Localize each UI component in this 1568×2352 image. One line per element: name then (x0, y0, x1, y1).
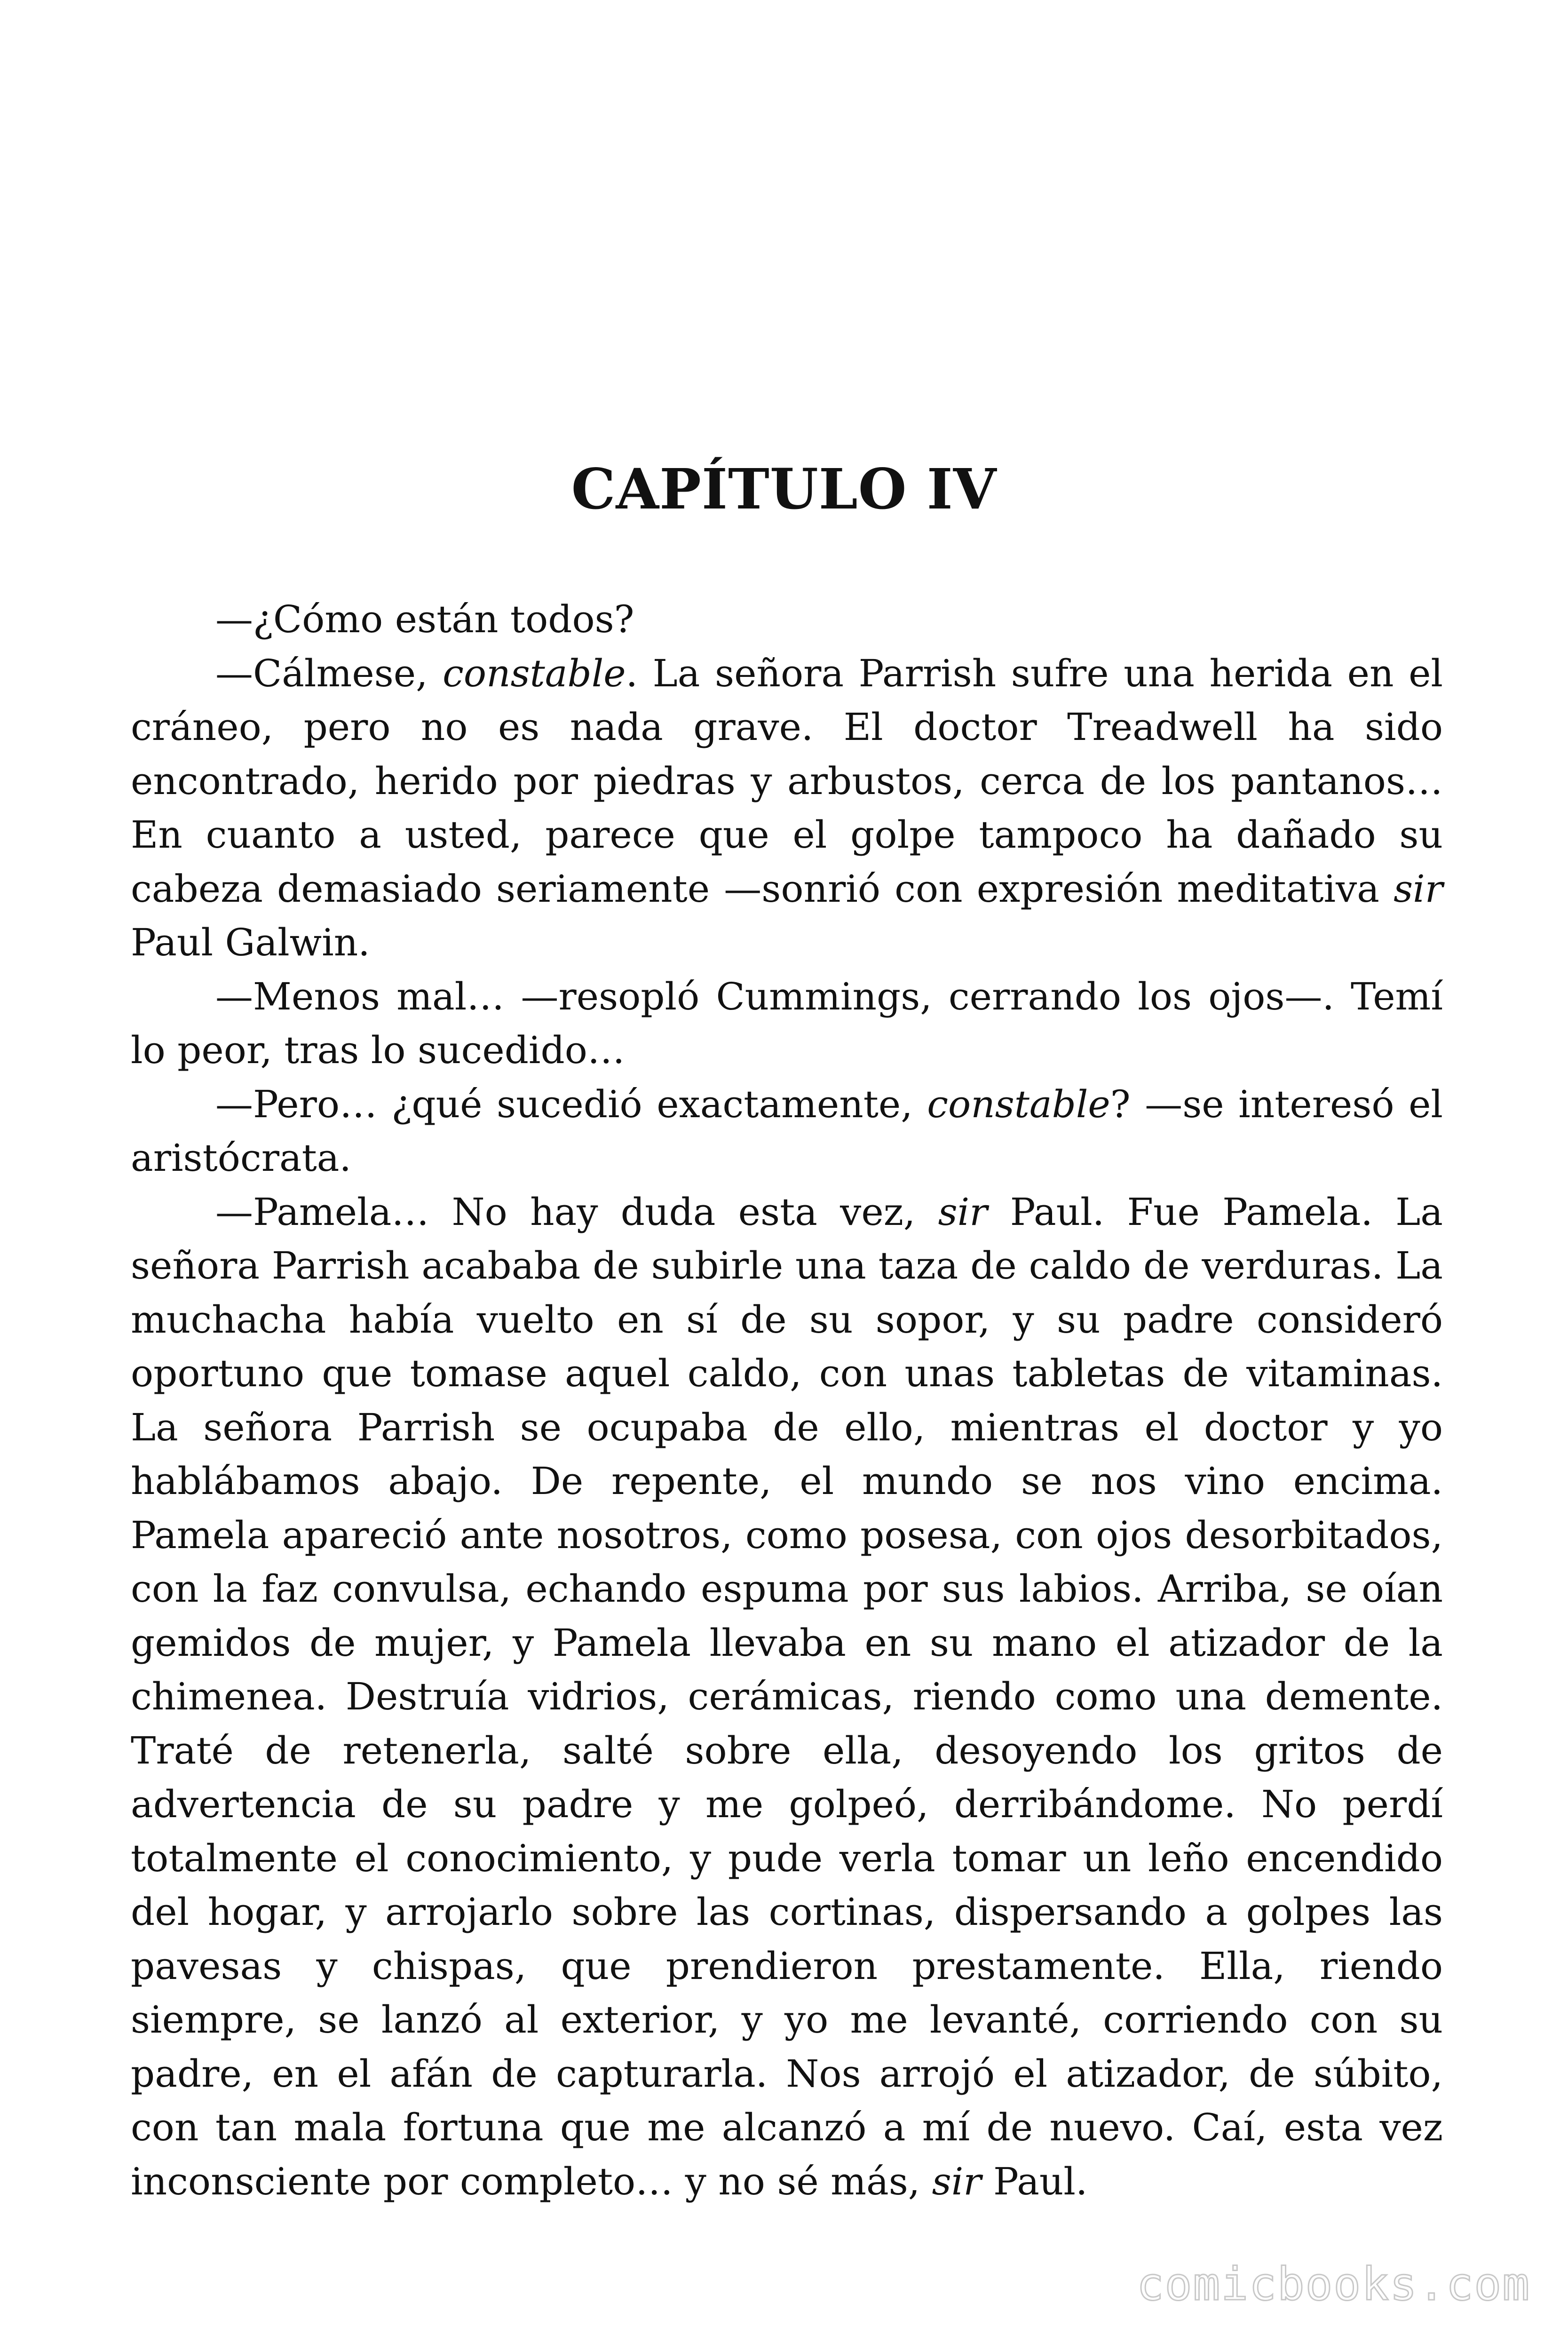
site-watermark: comicbooks.com (1136, 2258, 1530, 2311)
text-segment: . La señora Parrish sufre una herida en el cráneo, pero no es nada grave. El doctor Treadwell ha sido encontrado, herido por piedras y arbustos, cerca de los pantanos… En cuanto a usted, parece que el golpe tampoco ha dañado su cabeza demasiado seriamente —sonrió con expresión meditativa (131, 651, 1443, 911)
italic-segment: constable (927, 1082, 1110, 1126)
text-segment: Paul Galwin. (131, 921, 370, 964)
text-segment: —¿Cómo están todos? (215, 597, 634, 641)
italic-segment: constable (443, 651, 626, 695)
text-segment: —Pamela… No hay duda esta vez, (215, 1190, 938, 1234)
paragraph (131, 593, 1443, 647)
italic-segment: sir (932, 2159, 982, 2203)
paragraph (131, 970, 1443, 1078)
chapter-body (131, 593, 1443, 2209)
text-segment: —Menos mal… —resopló Cummings, cerrando los ojos—. Temí lo peor, tras lo sucedido… (131, 974, 1443, 1072)
paragraph (131, 647, 1443, 970)
text-segment: ? —se interesó el aristócrata. (131, 1082, 1443, 1180)
text-segment: —Cálmese, (215, 651, 443, 695)
paragraph (131, 1078, 1443, 1185)
italic-segment: sir (1394, 866, 1443, 911)
chapter-title: CAPÍTULO IV (571, 456, 997, 522)
text-segment: —Pero… ¿qué sucedió exactamente, (215, 1082, 927, 1126)
italic-segment: sir (938, 1190, 988, 1234)
paragraph (131, 1185, 1443, 2209)
text-segment: Paul. Fue Pamela. La señora Parrish acababa de subirle una taza de caldo de verduras. La muchacha había vuelto en sí de su sopor, y su padre consideró oportuno que tomase aquel caldo, con unas tabletas de vitaminas. La señora Parrish se ocupaba de ello, mientras el doctor y yo hablábamos abajo. De repente, el mundo se nos vino encima. Pamela apareció ante nosotros, como posesa, con ojos desorbitados, con la faz convulsa, echando espuma por sus labios. Arriba, se oían gemidos de mujer, y Pamela llevaba en su mano el atizador de la chimenea. Destruía vidrios, cerámicas, riendo como una demente. Traté de retenerla, salté sobre ella, desoyendo los gritos de advertencia de su padre y me golpeó, derribándome. No perdí totalmente el conocimiento, y pude verla tomar un leño encendido del hogar, y arrojarlo sobre las cortinas, dispersando a golpes las pavesas y chispas, que prendieron prestamente. Ella, riendo siempre, se lanzó al exterior, y yo me levanté, corriendo con su padre, en el afán de capturarla. Nos arrojó el atizador, de súbito, con tan mala fortuna que me alcanzó a mí de nuevo. Caí, esta vez inconsciente por completo… y no sé más, (131, 1190, 1443, 2203)
text-segment: Paul. (981, 2159, 1088, 2203)
